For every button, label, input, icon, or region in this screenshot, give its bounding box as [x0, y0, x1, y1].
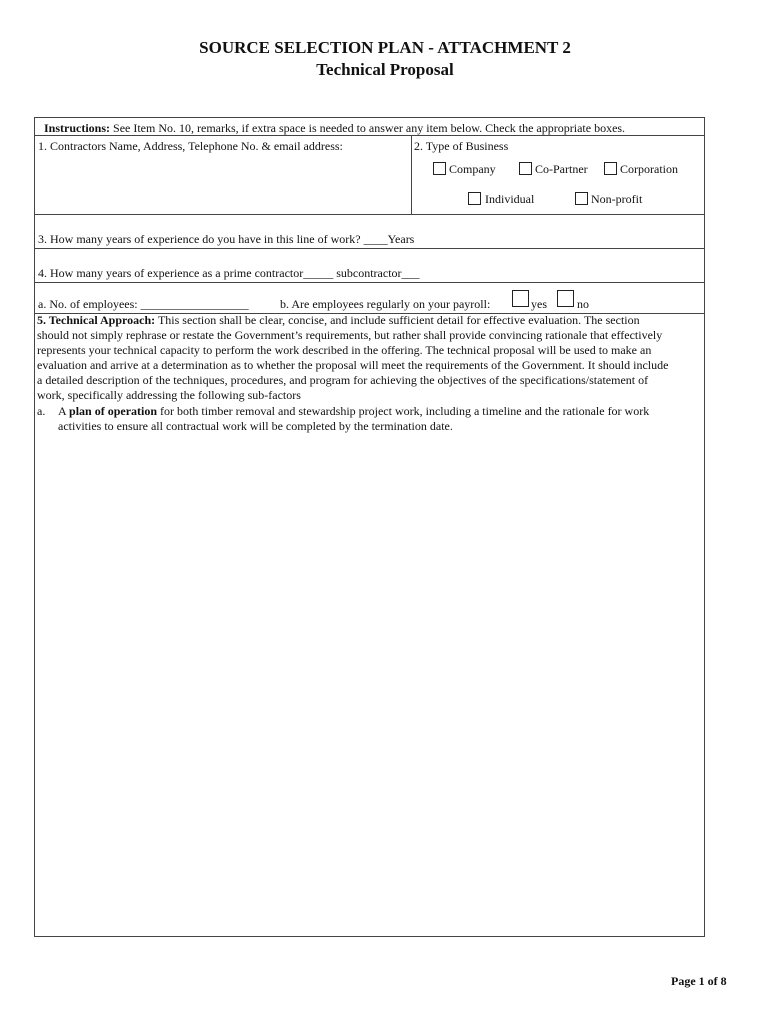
non-profit-checkbox[interactable] [575, 192, 588, 205]
payroll-no-checkbox[interactable] [557, 290, 574, 307]
technical-approach-line-1 [37, 313, 640, 328]
technical-approach-answer-area[interactable] [36, 438, 703, 934]
page-subtitle: Technical Proposal [316, 60, 454, 79]
business-type-label: 2. Type of Business [414, 139, 509, 153]
prime-contractor-question: 4. How many years of experience as a prime contractor_____ subcontractor___ [38, 266, 420, 280]
payroll-no-label: no [577, 297, 589, 311]
company-checkbox[interactable] [433, 162, 446, 175]
co-partner-label: Co-Partner [535, 162, 588, 176]
technical-approach-heading: 5. Technical Approach: [37, 313, 156, 327]
subfactor-a-line-1 [58, 404, 649, 419]
instructions-label: Instructions: [44, 121, 111, 135]
instructions-text: See Item No. 10, remarks, if extra space is needed to answer any item below. Check the appropriate boxes. [113, 121, 626, 135]
subfactor-a-bold: plan of operation [69, 404, 158, 418]
individual-checkbox[interactable] [468, 192, 481, 205]
technical-approach-line-3: represents your technical capacity to perform the work described in the offering. The technical proposal will be used to make an [37, 343, 652, 357]
corporation-label: Corporation [620, 162, 678, 176]
subfactor-a-pre: A [58, 404, 67, 418]
technical-approach-text-1: This section shall be clear, concise, and include sufficient detail for effective evaluation. The section [157, 313, 640, 327]
payroll-yes-checkbox[interactable] [512, 290, 529, 307]
employees-count-question: a. No. of employees: __________________ [38, 297, 249, 311]
co-partner-checkbox[interactable] [519, 162, 532, 175]
subfactor-a-post: for both timber removal and stewardship project work, including a timeline and the rationale for work [160, 404, 650, 418]
technical-approach-line-4: evaluation and arrive at a determination as to whether the proposal will meet the requirements of the Government. It should include [37, 358, 669, 372]
corporation-checkbox[interactable] [604, 162, 617, 175]
non-profit-label: Non-profit [591, 192, 643, 206]
subfactor-a-marker: a. [37, 404, 46, 418]
technical-approach-line-5: a detailed description of the techniques, procedures, and program for achieving the objectives of the specifications/statement of [37, 373, 649, 387]
subfactor-a-line-2: activities to ensure all contractual work will be completed by the termination date. [58, 419, 453, 433]
page-title: SOURCE SELECTION PLAN - ATTACHMENT 2 [199, 38, 571, 57]
contractor-info-label: 1. Contractors Name, Address, Telephone No. & email address: [38, 139, 343, 153]
individual-label: Individual [485, 192, 535, 206]
payroll-question: b. Are employees regularly on your payroll: [280, 297, 491, 311]
experience-years-question: 3. How many years of experience do you have in this line of work? ____Years [38, 232, 415, 246]
instructions [44, 121, 625, 136]
payroll-yes-label: yes [531, 297, 547, 311]
technical-approach-line-2: should not simply rephrase or restate the Government’s requirements, but rather shall provide convincing rationale that effectively [37, 328, 663, 342]
technical-approach-line-6: work, specifically addressing the following sub-factors [37, 388, 301, 402]
company-label: Company [449, 162, 496, 176]
page-number: Page 1 of 8 [671, 974, 727, 988]
contractor-info-field[interactable] [36, 155, 408, 211]
